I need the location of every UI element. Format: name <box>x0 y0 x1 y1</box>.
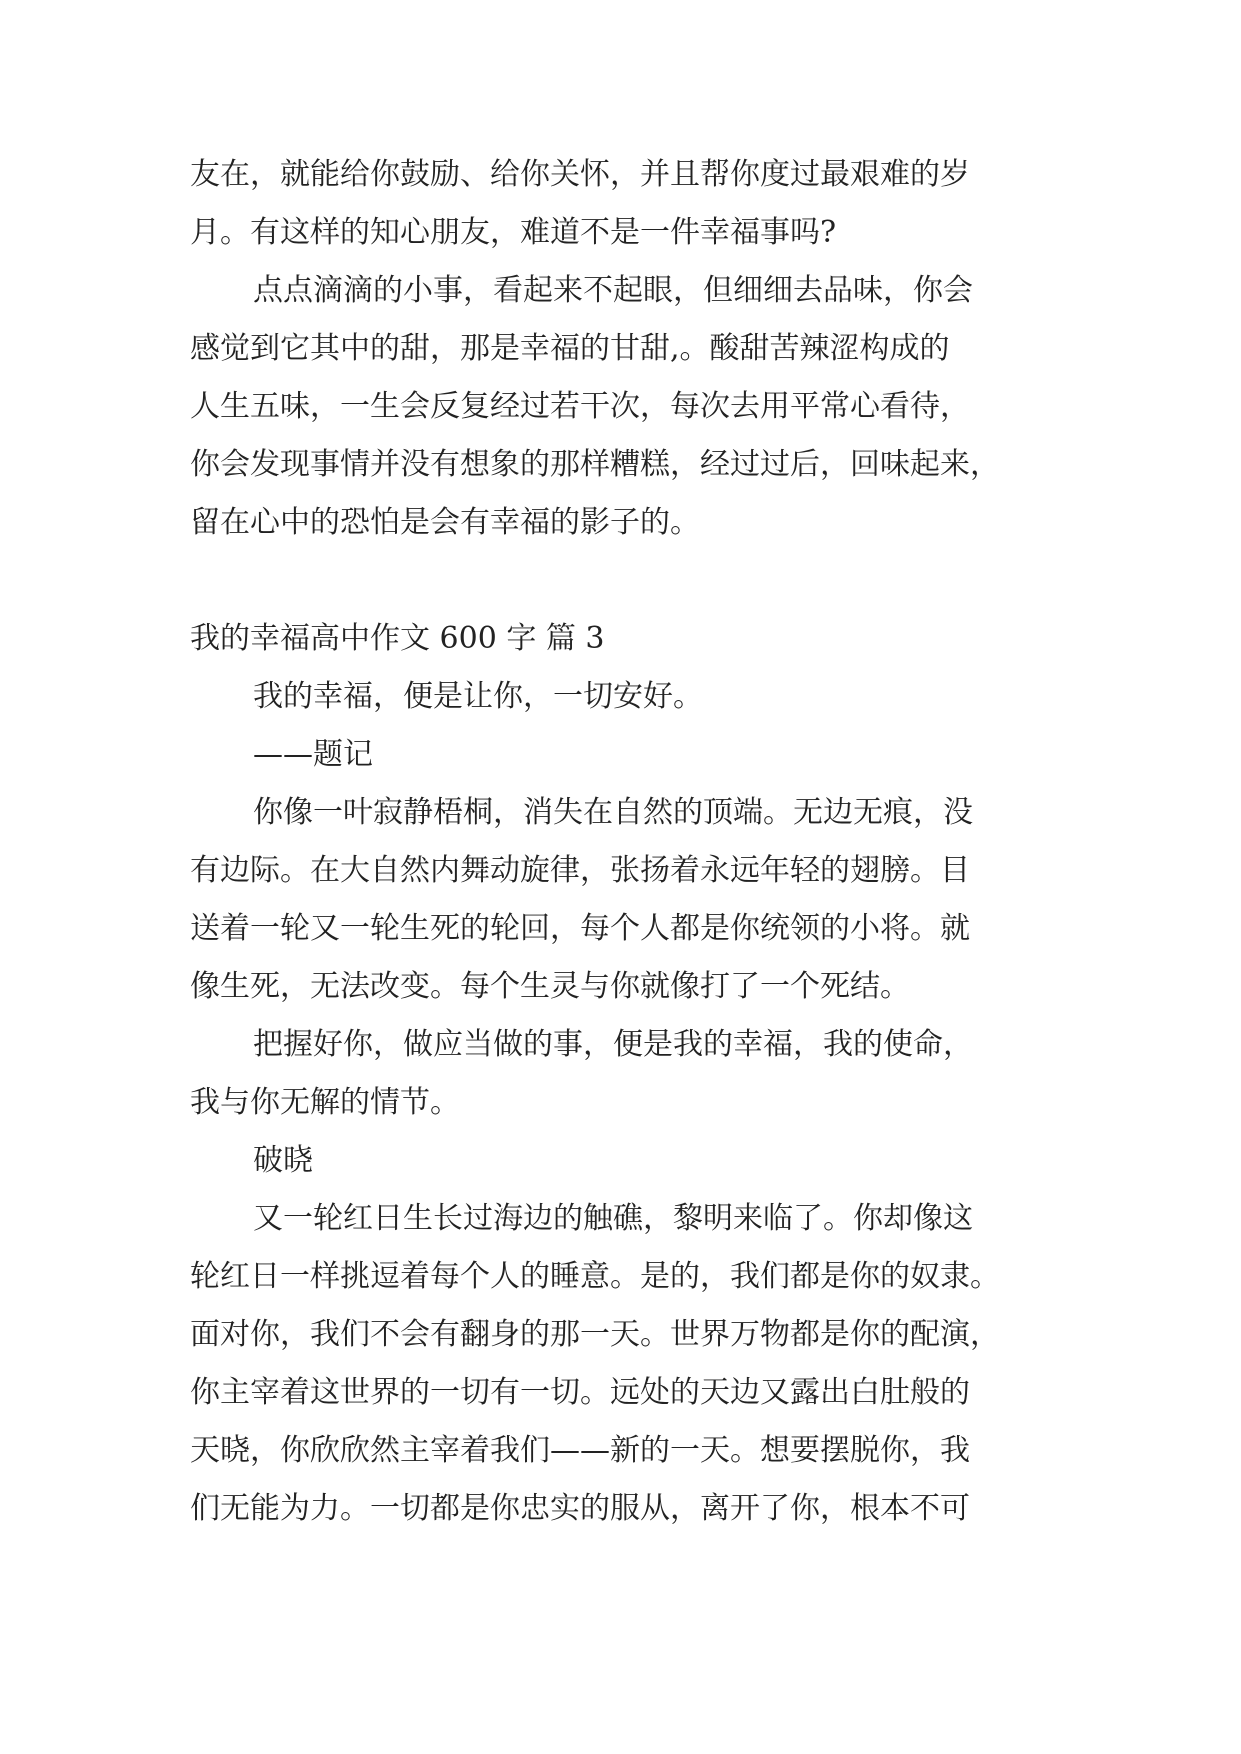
subheading: 破晓 <box>253 1143 313 1178</box>
epigraph-attribution: ——题记 <box>253 737 373 772</box>
paragraph-line: 点点滴滴的小事，看起来不起眼，但细细去品味，你会 <box>253 273 973 308</box>
paragraph-line: 你会发现事情并没有想象的那样糟糕，经过过后，回味起来， <box>190 447 1000 482</box>
section-heading: 我的幸福高中作文 600 字 篇 3 <box>190 621 605 656</box>
paragraph-line: 送着一轮又一轮生死的轮回，每个人都是你统领的小将。就 <box>190 911 970 946</box>
paragraph-line: 你像一叶寂静梧桐，消失在自然的顶端。无边无痕，没 <box>253 795 973 830</box>
paragraph-line: 感觉到它其中的甜，那是幸福的甘甜,。酸甜苦辣涩构成的 <box>190 331 950 366</box>
paragraph-line: 面对你，我们不会有翻身的那一天。世界万物都是你的配演， <box>190 1317 1000 1352</box>
paragraph-line: 把握好你，做应当做的事，便是我的幸福，我的使命， <box>253 1027 973 1062</box>
paragraph-line: 像生死，无法改变。每个生灵与你就像打了一个死结。 <box>190 969 910 1004</box>
paragraph-line: 你主宰着这世界的一切有一切。远处的天边又露出白肚般的 <box>190 1375 970 1410</box>
paragraph-line: 又一轮红日生长过海边的触礁，黎明来临了。你却像这 <box>253 1201 973 1236</box>
paragraph-line: 有边际。在大自然内舞动旋律，张扬着永远年轻的翅膀。目 <box>190 853 970 888</box>
paragraph-line: 轮红日一样挑逗着每个人的睡意。是的，我们都是你的奴隶。 <box>190 1259 1000 1294</box>
paragraph-line: 友在，就能给你鼓励、给你关怀，并且帮你度过最艰难的岁 <box>190 157 970 192</box>
paragraph-line: 天晓，你欣欣然主宰着我们——新的一天。想要摆脱你，我 <box>190 1433 970 1468</box>
paragraph-line: 们无能为力。一切都是你忠实的服从，离开了你，根本不可 <box>190 1491 970 1526</box>
paragraph-line: 我的幸福，便是让你，一切安好。 <box>253 679 703 714</box>
paragraph-line: 留在心中的恐怕是会有幸福的影子的。 <box>190 505 700 540</box>
paragraph-line: 月。有这样的知心朋友，难道不是一件幸福事吗? <box>190 215 837 250</box>
paragraph-line: 我与你无解的情节。 <box>190 1085 460 1120</box>
paragraph-line: 人生五味，一生会反复经过若干次，每次去用平常心看待， <box>190 389 970 424</box>
